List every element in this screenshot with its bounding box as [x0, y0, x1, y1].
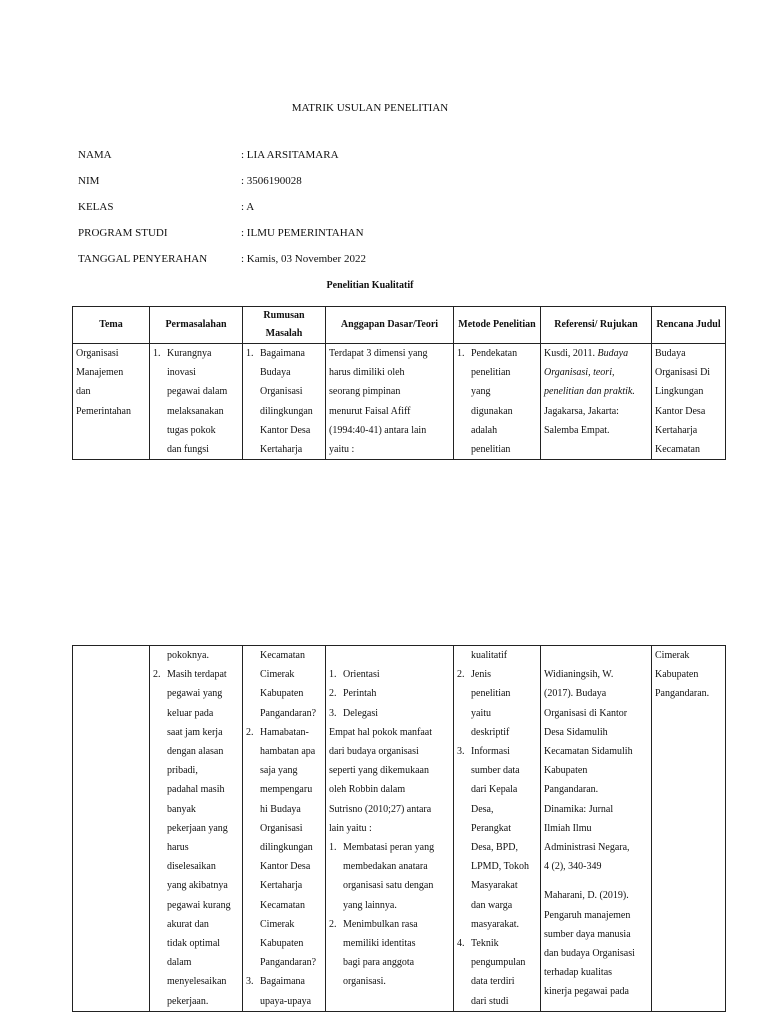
reference-title: Organisasi, teori,: [544, 367, 615, 379]
reference-line: 4 (2), 340-349: [544, 861, 602, 873]
reference-line: dan budaya Organisasi: [544, 948, 635, 960]
text-line: upaya-upaya: [260, 995, 312, 1007]
text-line: dalam: [167, 957, 192, 969]
header-rumusan-masalah: Rumusan Masalah: [243, 307, 326, 344]
text-line: pegawai dalam: [167, 386, 228, 398]
text-line: Kabupaten: [260, 938, 304, 950]
header-metode-penelitian: Metode Penelitian: [454, 307, 541, 344]
text-line: Desa, BPD,: [471, 842, 518, 854]
text-line: Organisasi: [260, 822, 303, 834]
text-line: dan: [76, 386, 91, 398]
text-line: Kertaharja: [655, 424, 698, 436]
reference-entry: [544, 665, 648, 876]
list-number: 4.: [457, 938, 465, 950]
reference-line: Ilmiah Ilmu: [544, 822, 592, 834]
text-line: dilingkungan: [260, 842, 313, 854]
reference-line: Widianingsih, W.: [544, 669, 614, 681]
text-line: deskriptif: [471, 726, 510, 738]
info-value: : 3506190028: [241, 175, 302, 187]
cell-permasalahan: [150, 646, 243, 1012]
header-rencana-judul: Rencana Judul: [652, 307, 726, 344]
reference-line: Salemba Empat.: [544, 424, 610, 436]
text-line: Bagaimana: [260, 348, 305, 359]
info-row-tanggal: [78, 253, 698, 269]
text-line: pribadi,: [167, 765, 198, 777]
text-line: pekerjaan yang: [167, 822, 228, 834]
list-item: [246, 344, 322, 459]
table-row: [73, 344, 726, 460]
text-line: yaitu :: [329, 444, 355, 456]
text-line: [329, 646, 450, 665]
cell-metode-penelitian: [454, 646, 541, 1012]
list-number: 1.: [329, 842, 337, 854]
text-line: harus dimiliki oleh: [329, 367, 405, 379]
list-item: [329, 915, 450, 992]
text-line: harus: [167, 842, 189, 854]
text-line: Kecamatan: [655, 444, 700, 456]
text-line: Pangandaran?: [260, 707, 317, 719]
reference-line: Administrasi Negara,: [544, 842, 630, 854]
text-line: Hamabatan-: [260, 726, 309, 738]
text-line: sumber data: [471, 765, 520, 777]
reference-line: Kecamatan Sidamulih: [544, 746, 633, 758]
text-line: keluar pada: [167, 707, 214, 719]
text-line: tugas pokok: [167, 424, 216, 436]
list-item: [246, 723, 322, 973]
text-line: Teknik: [471, 938, 499, 950]
list-number: 1.: [246, 348, 254, 359]
cell-anggapan-dasar: [326, 646, 454, 1012]
text-line: Cimerak: [260, 918, 295, 930]
text-line: [167, 382, 239, 401]
cell-rumusan-masalah: [243, 646, 326, 1012]
reference-line: kinerja pegawai pada: [544, 986, 629, 998]
reference-line: [544, 344, 648, 363]
text-line: lain yaitu :: [329, 822, 372, 834]
list-item: [329, 665, 450, 684]
table-header-row: [73, 307, 726, 344]
text-line: organisasi.: [343, 976, 386, 988]
cell-rencana-judul: [652, 344, 726, 460]
text-line: saja yang: [260, 765, 298, 777]
text-line: Lingkungan: [655, 386, 704, 398]
header-referensi: Referensi/ Rujukan: [541, 307, 652, 344]
text-line: Kantor Desa: [260, 424, 311, 436]
text-line: Budaya: [260, 367, 291, 379]
text-line: Masyarakat: [471, 880, 518, 892]
reference-line: [544, 382, 648, 401]
info-row-program-studi: [78, 227, 698, 243]
text-line: Cimerak: [260, 669, 295, 681]
list-number: 3.: [329, 707, 337, 719]
cell-tema: [73, 344, 150, 460]
text-line: Membatasi peran yang: [343, 842, 435, 854]
text-line: mempengaru: [260, 784, 313, 796]
list-number: 2.: [153, 669, 161, 681]
reference-author: Kusdi, 2011.: [544, 348, 598, 359]
reference-line: Dinamika: Jurnal: [544, 803, 614, 815]
info-label: NIM: [78, 175, 100, 187]
text-line: data terdiri: [471, 976, 515, 988]
cell-rencana-judul: [652, 646, 726, 1012]
cell-referensi: [541, 646, 652, 1012]
reference-line: Kabupaten: [544, 765, 588, 777]
text-line: membedakan anatara: [343, 861, 428, 873]
text-line: Jenis: [471, 669, 491, 681]
text-line: pokoknya.: [167, 650, 209, 661]
header-permasalahan: Permasalahan: [150, 307, 243, 344]
text-line: hambatan apa: [260, 746, 316, 758]
text-line: Pangandaran.: [655, 688, 710, 700]
info-label: NAMA: [78, 149, 112, 161]
text-line: akurat dan: [167, 918, 209, 930]
text-line: Menimbulkan rasa: [343, 918, 418, 930]
text-line: dari Kepala: [471, 784, 518, 796]
cell-tema: [73, 646, 150, 1012]
text-line: Organisasi Di: [655, 367, 711, 379]
reference-line: Maharani, D. (2019).: [544, 890, 629, 902]
list-number: 2.: [457, 669, 465, 681]
reference-entry: [544, 886, 648, 1001]
list-item: [153, 344, 239, 459]
info-value: : Kamis, 03 November 2022: [241, 253, 366, 265]
text-line: memiliki identitas: [343, 938, 416, 950]
text-line: masyarakat.: [471, 918, 520, 930]
list-item: [457, 665, 537, 742]
text-line: Delegasi: [343, 707, 378, 719]
list-number: 1.: [329, 669, 337, 681]
text-line: Perangkat: [471, 822, 511, 834]
text-line: Kabupaten: [260, 688, 304, 700]
text-line: Organisasi: [76, 348, 119, 359]
text-line: digunakan: [471, 405, 513, 417]
text-line: LPMD, Tokoh: [471, 861, 530, 873]
document-title: MATRIK USULAN PENELITIAN: [291, 102, 449, 114]
text-line: Pangandaran?: [260, 957, 317, 969]
info-value: : LIA ARSITAMARA: [241, 149, 339, 161]
text-line: saat jam kerja: [167, 726, 223, 738]
list-item: [457, 742, 537, 934]
cell-metode-penelitian: [454, 344, 541, 460]
list-item: [457, 344, 537, 459]
text-line: Masih terdapat: [167, 669, 227, 681]
reference-line: Jagakarsa, Jakarta:: [544, 405, 619, 417]
reference-line: [544, 363, 648, 382]
text-line: dari studi: [471, 995, 509, 1007]
info-label: PROGRAM STUDI: [78, 227, 168, 239]
reference-title: penelitian dan praktik.: [544, 386, 635, 398]
list-number: 2.: [329, 918, 337, 930]
reference-line: Organisasi di Kantor: [544, 707, 628, 719]
text-line: yang: [471, 386, 491, 398]
text-line: dan fungsi: [167, 444, 209, 456]
info-row-nama: [78, 149, 698, 165]
text-line: seperti yang dikemukaan: [329, 765, 429, 777]
text-line: Informasi: [471, 746, 510, 758]
text-line: Sutrisno (2010;27) antara: [329, 803, 432, 815]
text-line: yang akibatnya: [167, 880, 228, 892]
text-line: Kecamatan: [260, 650, 305, 661]
text-line: Cimerak: [655, 650, 690, 661]
text-line: Perintah: [343, 688, 377, 700]
list-number: 1.: [457, 348, 465, 359]
list-item: [246, 972, 322, 1010]
info-row-kelas: [78, 201, 698, 217]
list-item: [329, 684, 450, 703]
cell-rumusan-masalah: [243, 344, 326, 460]
list-item: [153, 665, 239, 1011]
research-matrix-table-continued: [72, 645, 726, 1012]
text-line: pekerjaan.: [167, 995, 209, 1007]
research-matrix-table: [72, 306, 726, 460]
text-line: penelitian: [471, 367, 511, 379]
reference-line: (2017). Budaya: [544, 688, 607, 700]
text-line: Pemerintahan: [76, 405, 131, 417]
text-line: dilingkungan: [260, 405, 313, 417]
list-item: [329, 704, 450, 723]
text-line: hi Budaya: [260, 803, 301, 815]
text-line: (1994:40-41) antara lain: [329, 424, 427, 436]
text-line: yang lainnya.: [343, 899, 397, 911]
text-line: Kertaharja: [260, 880, 303, 892]
text-line: Kabupaten: [655, 669, 699, 681]
text-line: Pendekatan: [471, 348, 518, 359]
info-value: : A: [241, 201, 255, 213]
cell-anggapan-dasar: [326, 344, 454, 460]
text-line: yaitu: [471, 707, 491, 719]
text-line: melaksanakan: [167, 405, 224, 417]
text-line: Empat hal pokok manfaat: [329, 726, 433, 738]
header-anggapan-dasar: Anggapan Dasar/Teori: [326, 307, 454, 344]
list-number: 3.: [246, 976, 254, 988]
text-line: Kurangnya: [167, 348, 212, 359]
text-line: penelitian: [471, 444, 511, 456]
text-line: penelitian: [471, 688, 511, 700]
text-line: Budaya: [655, 348, 686, 359]
list-number: 1.: [153, 348, 161, 359]
text-line: tidak optimal: [167, 938, 221, 950]
text-line: pegawai kurang: [167, 899, 231, 911]
text-line: kualitatif: [471, 650, 508, 661]
text-line: Kantor Desa: [260, 861, 311, 873]
text-line: adalah: [471, 424, 498, 436]
info-value: : ILMU PEMERINTAHAN: [241, 227, 364, 239]
text-line: Organisasi: [260, 386, 303, 398]
text-line: Bagaimana: [260, 976, 305, 988]
info-label: KELAS: [78, 201, 114, 213]
header-tema: Tema: [73, 307, 150, 344]
text-line: dengan alasan: [167, 746, 224, 758]
reference-line: Pengaruh manajemen: [544, 909, 631, 921]
text-line: inovasi: [167, 367, 196, 379]
text-line: banyak: [167, 803, 196, 815]
text-line: pengumpulan: [471, 957, 526, 969]
reference-title: Budaya: [597, 348, 629, 359]
list-number: 3.: [457, 746, 465, 758]
text-line: menyelesaikan: [167, 976, 227, 988]
cell-referensi: [541, 344, 652, 460]
text-line: oleh Robbin dalam: [329, 784, 406, 796]
cell-permasalahan: [150, 344, 243, 460]
info-row-nim: [78, 175, 698, 191]
reference-line: terhadap kualitas: [544, 967, 613, 979]
text-line: [544, 646, 648, 665]
text-line: Terdapat 3 dimensi yang: [329, 348, 428, 359]
text-line: Manajemen: [76, 367, 124, 379]
text-line: dari budaya organisasi: [329, 746, 419, 758]
text-line: seorang pimpinan: [329, 386, 401, 398]
reference-line: Pangandaran.: [544, 784, 599, 796]
text-line: Orientasi: [343, 669, 380, 681]
text-line: Desa,: [471, 803, 494, 815]
section-subtitle: Penelitian Kualitatif: [326, 280, 414, 291]
reference-line: sumber daya manusia: [544, 928, 631, 940]
list-number: 2.: [329, 688, 337, 700]
info-label: TANGGAL PENYERAHAN: [78, 253, 208, 265]
table-row: [73, 646, 726, 1012]
list-number: 2.: [246, 726, 254, 738]
reference-line: Desa Sidamulih: [544, 726, 608, 738]
text-line: Kecamatan: [260, 899, 305, 911]
text-line: menurut Faisal Afiff: [329, 405, 411, 417]
text-line: dan warga: [471, 899, 513, 911]
list-item: [457, 934, 537, 1011]
text-line: bagi para anggota: [343, 957, 415, 969]
text-line: diselesaikan: [167, 861, 216, 873]
text-line: Kertaharja: [260, 444, 303, 456]
text-line: Kantor Desa: [655, 405, 706, 417]
text-line: pegawai yang: [167, 688, 223, 700]
list-item: [329, 838, 450, 915]
text-line: organisasi satu dengan: [343, 880, 434, 892]
text-line: padahal masih: [167, 784, 225, 796]
